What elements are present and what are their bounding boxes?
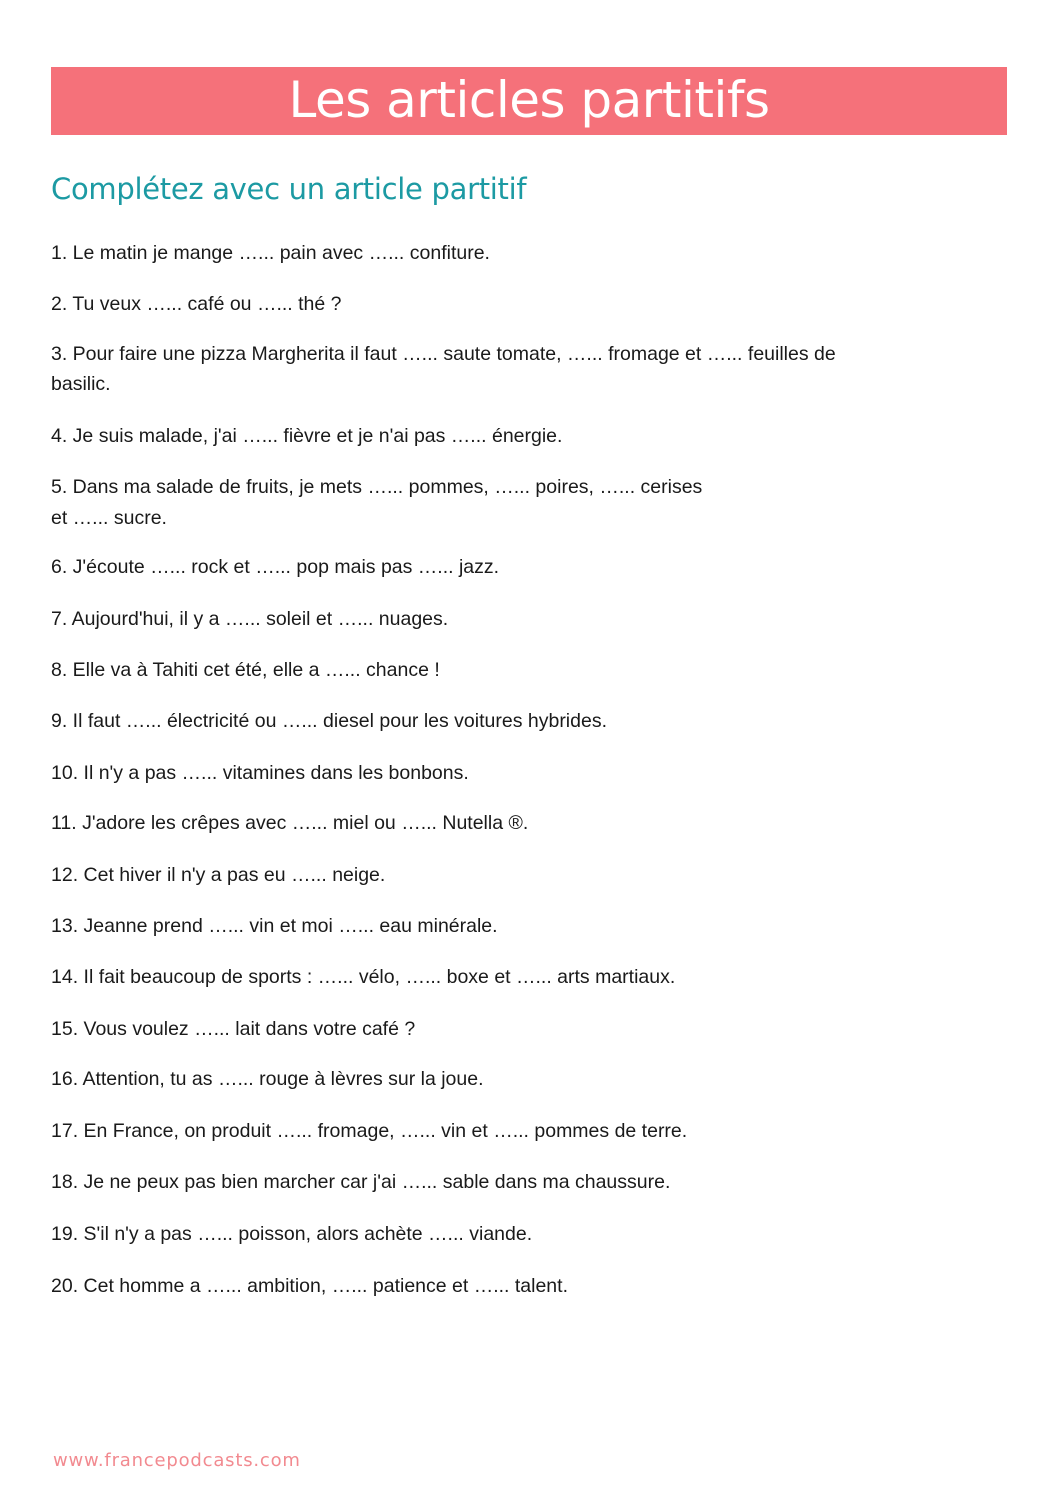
- exercise-line: 10. Il n'y a pas …... vitamines dans les bonbons.: [51, 762, 469, 784]
- exercise-line: 9. Il faut …... électricité ou …... diesel pour les voitures hybrides.: [51, 710, 607, 732]
- instructions-heading: Complétez avec un article partitif: [51, 172, 527, 206]
- exercise-line: 14. Il fait beaucoup de sports : …... vélo, …... boxe et …... arts martiaux.: [51, 966, 676, 988]
- footer-website-link[interactable]: www.francepodcasts.com: [53, 1450, 301, 1471]
- exercise-line: 20. Cet homme a …... ambition, …... patience et …... talent.: [51, 1275, 568, 1297]
- exercise-line: 1. Le matin je mange …... pain avec …... confiture.: [51, 242, 490, 264]
- exercise-line: 13. Jeanne prend …... vin et moi …... eau minérale.: [51, 915, 498, 937]
- title-banner: [51, 67, 1007, 135]
- exercise-line: 5. Dans ma salade de fruits, je mets …... pommes, …... poires, …... cerises: [51, 476, 703, 498]
- exercise-line: 16. Attention, tu as …... rouge à lèvres sur la joue.: [51, 1068, 484, 1090]
- exercise-line: 3. Pour faire une pizza Margherita il faut …... saute tomate, …... fromage et …... feuilles de: [51, 343, 836, 365]
- exercise-line: 17. En France, on produit …... fromage, …... vin et …... pommes de terre.: [51, 1120, 688, 1142]
- exercise-line: 8. Elle va à Tahiti cet été, elle a …... chance !: [51, 659, 440, 681]
- exercise-line: 2. Tu veux …... café ou …... thé ?: [51, 293, 342, 315]
- exercise-line-continuation: basilic.: [51, 373, 111, 395]
- exercise-line: 12. Cet hiver il n'y a pas eu …... neige.: [51, 864, 386, 886]
- exercise-line: 15. Vous voulez …... lait dans votre café ?: [51, 1018, 416, 1040]
- exercise-line: 4. Je suis malade, j'ai …... fièvre et je n'ai pas …... énergie.: [51, 425, 563, 447]
- exercise-line: 18. Je ne peux pas bien marcher car j'ai …... sable dans ma chaussure.: [51, 1171, 671, 1193]
- page-title: Les articles partitifs: [288, 71, 770, 129]
- exercise-line: 19. S'il n'y a pas …... poisson, alors achète …... viande.: [51, 1223, 533, 1245]
- exercise-line: 6. J'écoute …... rock et …... pop mais pas …... jazz.: [51, 556, 500, 578]
- exercise-line: 7. Aujourd'hui, il y a …... soleil et …... nuages.: [51, 608, 449, 630]
- exercise-line-continuation: et …... sucre.: [51, 507, 167, 529]
- exercise-line: 11. J'adore les crêpes avec …... miel ou …... Nutella ®.: [51, 812, 529, 834]
